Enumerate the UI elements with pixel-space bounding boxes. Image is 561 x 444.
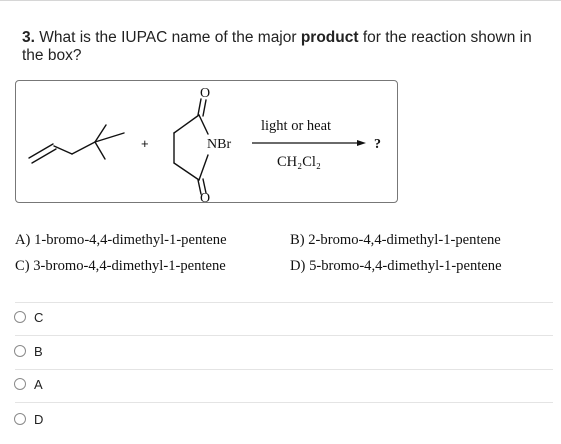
reaction-arrow	[252, 140, 366, 146]
option-c-letter: C)	[15, 258, 30, 274]
plus-sign: +	[141, 136, 149, 151]
reaction-box	[15, 80, 398, 203]
option-c-text: 3-bromo-4,4-dimethyl-1-pentene	[33, 258, 226, 274]
question-text-after: for the reaction shown in the box?	[22, 29, 532, 64]
choice-c[interactable]	[14, 306, 43, 328]
choice-divider	[15, 369, 553, 370]
top-divider	[0, 0, 561, 1]
question-bold-word: product	[300, 29, 359, 46]
choice-label: A	[34, 376, 43, 392]
condition-label: light or heat	[261, 118, 332, 134]
choice-divider	[15, 402, 553, 403]
option-a-letter: A)	[15, 232, 31, 248]
option-b	[290, 232, 501, 249]
choice-label: D	[34, 411, 44, 427]
choice-d[interactable]	[14, 408, 43, 430]
choice-divider	[15, 302, 553, 303]
radio-button[interactable]	[14, 345, 26, 357]
oxygen-top-label: O	[200, 86, 211, 101]
question-text	[22, 29, 542, 65]
question-text-before: What is the IUPAC name of the major	[39, 29, 301, 46]
option-d-letter: D)	[290, 258, 306, 274]
option-d-text: 5-bromo-4,4-dimethyl-1-pentene	[309, 258, 502, 274]
radio-button[interactable]	[14, 413, 26, 425]
option-a-text: 1-bromo-4,4-dimethyl-1-pentene	[34, 232, 227, 248]
radio-button[interactable]	[14, 378, 26, 390]
reaction-scheme	[16, 81, 399, 204]
choice-label: C	[34, 309, 44, 325]
choice-a[interactable]	[14, 373, 43, 395]
question-number: 3.	[22, 29, 35, 46]
option-b-text: 2-bromo-4,4-dimethyl-1-pentene	[308, 232, 501, 248]
choice-label: B	[34, 343, 43, 359]
nbr-label: NBr	[207, 137, 232, 152]
radio-button[interactable]	[14, 311, 26, 323]
oxygen-bottom-label: O	[200, 191, 211, 204]
option-d	[290, 258, 502, 275]
choice-divider	[15, 335, 553, 336]
alkene-structure	[29, 125, 124, 163]
nbs-structure	[174, 99, 208, 194]
solvent-label: CH₂Cl₂	[277, 154, 321, 170]
choice-b[interactable]	[14, 340, 43, 362]
product-unknown: ?	[374, 137, 381, 152]
option-a	[15, 232, 227, 249]
option-c	[15, 258, 226, 275]
option-b-letter: B)	[290, 232, 305, 248]
